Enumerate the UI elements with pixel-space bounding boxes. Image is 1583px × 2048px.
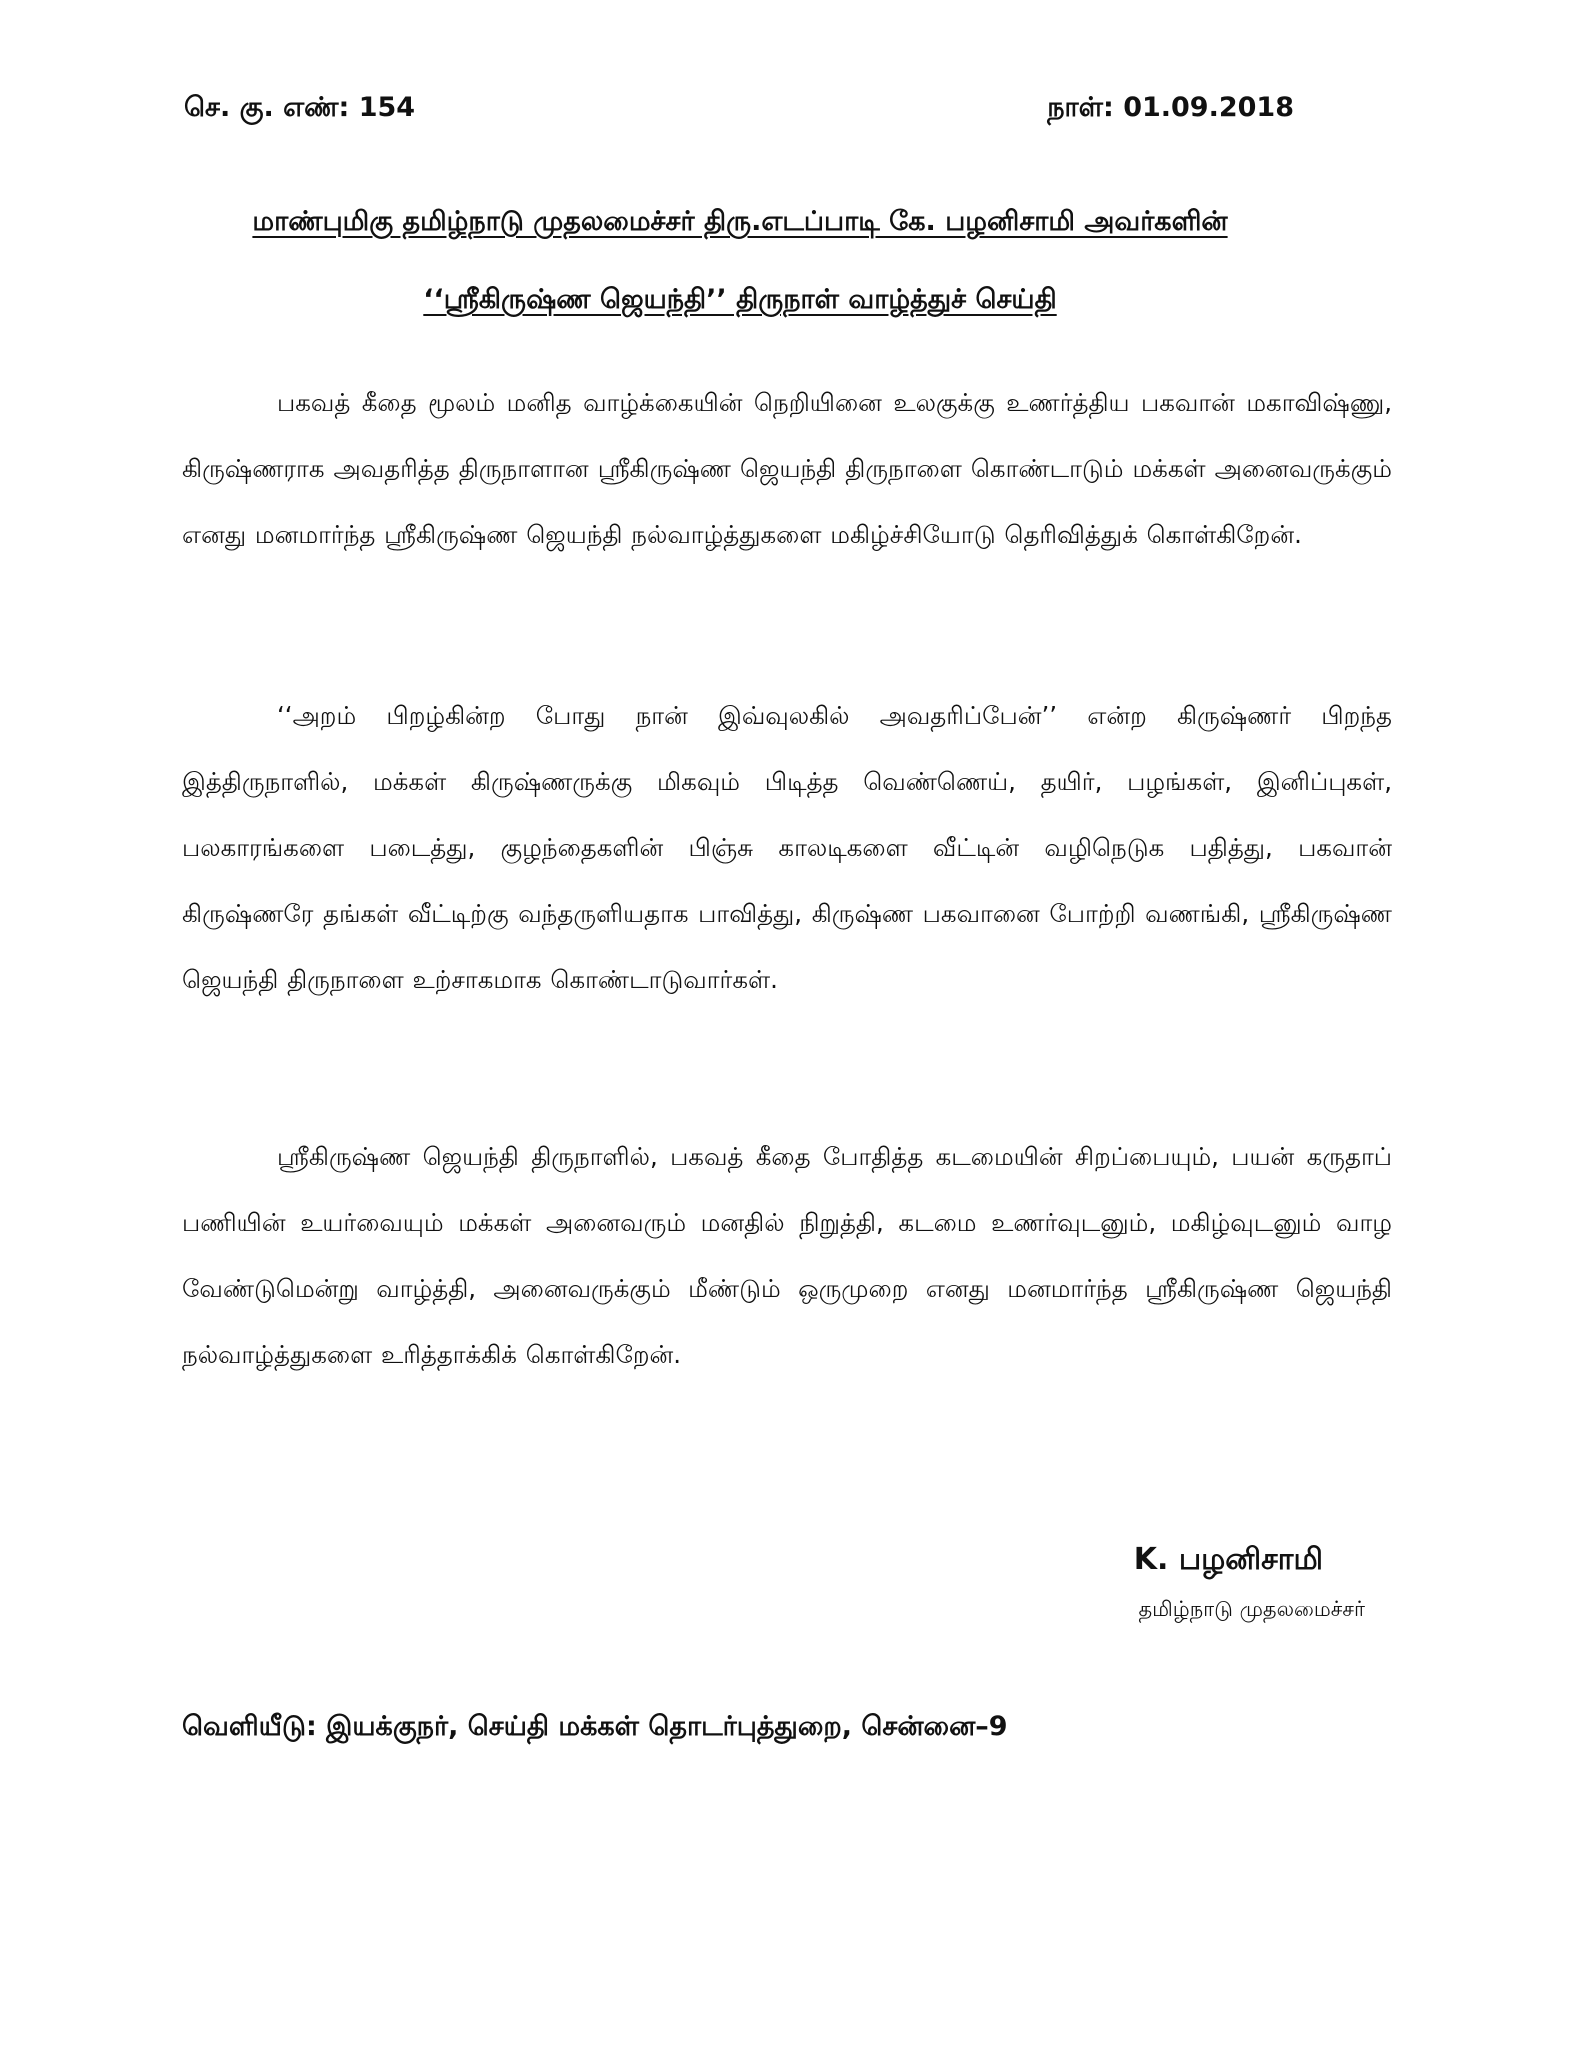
press-number: செ. கு. எண்: 154 bbox=[184, 92, 416, 123]
body-paragraph-2: ‘‘அறம் பிறழ்கின்ற போது நான் இவ்வுலகில் அவதரிப்பேன்’’ என்ற கிருஷ்ணர் பிறந்த இத்திருநாளில், மக்கள் கிருஷ்ணருக்கு மிகவும் பிடித்த வெண்ணெய், தயிர், பழங்கள், இனிப்புகள், பலகாரங்களை படைத்து, குழந்தைகளின் பிஞ்சு காலடிகளை வீட்டின் வழிநெடுக பதித்து, பகவான் கிருஷ்ணரே தங்கள் வீட்டிற்கு வந்தருளியதாக பாவித்து, கிருஷ்ண பகவானை போற்றி வணங்கி, ஸ்ரீகிருஷ்ண ஜெயந்தி திருநாளை உற்சாகமாக கொண்டாடுவார்கள். bbox=[182, 701, 1392, 994]
body-paragraph-3: ஸ்ரீகிருஷ்ண ஜெயந்தி திருநாளில், பகவத் கீதை போதித்த கடமையின் சிறப்பையும், பயன் கருதாப் பணியின் உயர்வையும் மக்கள் அனைவரும் மனதில் நிறுத்தி, கடமை உணர்வுடனும், மகிழ்வுடனும் வாழ வேண்டுமென்று வாழ்த்தி, அனைவருக்கும் மீண்டும் ஒருமுறை எனது மனமார்ந்த ஸ்ரீகிருஷ்ண ஜெயந்தி நல்வாழ்த்துகளை உரித்தாக்கிக் கொள்கிறேன். bbox=[182, 1142, 1392, 1369]
release-date: நாள்: 01.09.2018 bbox=[1047, 92, 1294, 123]
signature-designation: தமிழ்நாடு முதலமைச்சர் bbox=[1138, 1597, 1365, 1621]
title-line-1: மாண்புமிகு தமிழ்நாடு முதலமைச்சர் திரு.எடப்பாடி கே. பழனிசாமி அவர்களின் bbox=[252, 206, 1228, 237]
signature-name: K. பழனிசாமி bbox=[1133, 1542, 1323, 1577]
header-meta bbox=[184, 92, 1294, 136]
body-paragraph-1: பகவத் கீதை மூலம் மனித வாழ்க்கையின் நெறியினை உலகுக்கு உணர்த்திய பகவான் மகாவிஷ்ணு, கிருஷ்ணராக அவதரித்த திருநாளான ஸ்ரீகிருஷ்ண ஜெயந்தி திருநாளை கொண்டாடும் மக்கள் அனைவருக்கும் எனது மனமார்ந்த ஸ்ரீகிருஷ்ண ஜெயந்தி நல்வாழ்த்துகளை மகிழ்ச்சியோடு தெரிவித்துக் கொள்கிறேன். bbox=[182, 388, 1392, 549]
title-line-2: ‘‘ஸ்ரீகிருஷ்ண ஜெயந்தி’’ திருநாள் வாழ்த்துச் செய்தி bbox=[423, 284, 1057, 315]
release-footer: வெளியீடு: இயக்குநர், செய்தி மக்கள் தொடர்புத்துறை, சென்னை–9 bbox=[182, 1711, 1008, 1742]
